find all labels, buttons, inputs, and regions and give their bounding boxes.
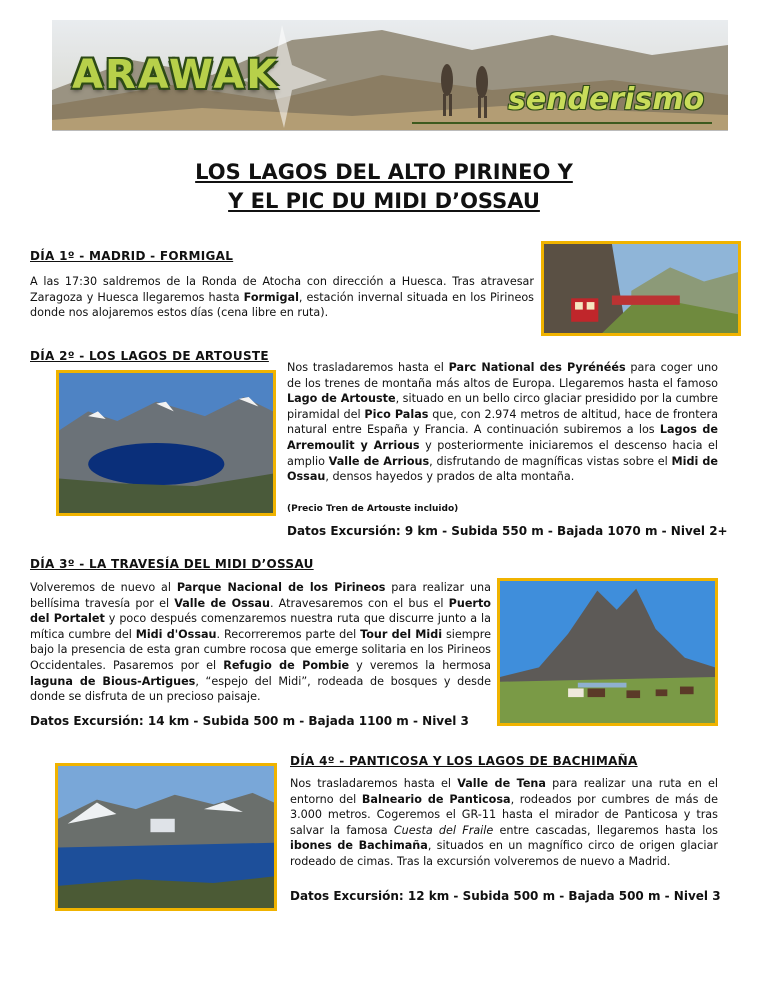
- bold-term: ibones de Bachimaña: [290, 839, 428, 853]
- bold-term: Lagos de Arremoulit y Arrious: [287, 423, 718, 452]
- bold-term: Formigal: [243, 290, 299, 304]
- bold-term: Tour del Midi: [360, 627, 443, 641]
- bold-term: laguna de Bious-Artigues: [30, 674, 196, 688]
- bold-term: Valle de Tena: [457, 777, 546, 790]
- text-run: para realizar una ruta en el entorno del: [290, 777, 718, 806]
- day1-text: [30, 274, 534, 321]
- day2-lake-photo: [56, 370, 276, 516]
- day4-heading: DÍA 4º - PANTICOSA Y LOS LAGOS DE BACHIMAÑA: [290, 754, 638, 768]
- day3-text: [30, 580, 491, 705]
- bold-term: Midi de Ossau: [287, 454, 718, 484]
- text-run: , rodeados por cumbres de más de 3.000 metros. Cogeremos el GR-11 hasta el mirador de Panticosa y tras salvar la famosa: [290, 792, 719, 837]
- text-run: Volveremos de nuevo al: [30, 581, 177, 594]
- brand-logo: ARAWAK: [72, 52, 280, 98]
- text-run: Nos trasladaremos hasta el: [287, 361, 449, 374]
- day3-midi-photo: [497, 578, 718, 726]
- title-line-2: Y EL PIC DU MIDI D’OSSAU: [228, 189, 540, 213]
- day2-text: [287, 360, 718, 485]
- title-line-1: LOS LAGOS DEL ALTO PIRINEO Y: [195, 160, 573, 184]
- text-run: y veremos la hermosa: [349, 658, 491, 672]
- text-run: siempre bajo la presencia de esta gran cumbre rocosa que emerge solitaria en los Pirineos Occidentales. Pasaremos por el: [30, 627, 492, 672]
- day2-note: (Precio Tren de Artouste incluido): [287, 504, 459, 514]
- bold-term: Puerto del Portalet: [30, 596, 491, 626]
- text-run: entre cascadas, llegaremos hasta los: [493, 823, 718, 837]
- bold-term: Parc National des Pyrénéés: [448, 361, 626, 374]
- text-run: , disfrutando de magníficas vistas sobre el: [429, 454, 672, 468]
- text-run: que, con 2.974 metros de altitud, hace de frontera natural entre España y Francia. A continuación subiremos a los: [287, 407, 718, 437]
- text-run: y poco después comenzaremos nuestra ruta que discurre junto a la mítica cumbre del: [30, 612, 491, 641]
- tagline-underline: [412, 122, 712, 124]
- bold-term: Valle de Ossau: [174, 596, 270, 610]
- day2-excursion-data: Datos Excursión: 9 km - Subida 550 m - Bajada 1070 m - Nivel 2+: [287, 524, 728, 538]
- text-run: para coger uno de los trenes de montaña más altos de Europa. Llegaremos hasta el famoso: [287, 361, 718, 390]
- day4-text: [290, 776, 718, 870]
- text-run: A las 17:30 saldremos de la Ronda de Atocha con dirección a Huesca. Tras atravesar Zaragoza y Huesca llegaremos hasta: [30, 275, 534, 304]
- text-run: y posteriormente iniciaremos el descenso hacia el amplio: [287, 438, 718, 468]
- day4-excursion-data: Datos Excursión: 12 km - Subida 500 m - Bajada 500 m - Nivel 3: [290, 889, 721, 903]
- text-run: para realizar una bellísima travesía por el: [30, 581, 491, 610]
- text-run: Nos trasladaremos hasta el: [290, 777, 458, 790]
- header-banner: [52, 20, 728, 131]
- day1-heading: DÍA 1º - MADRID - FORMIGAL: [30, 249, 234, 263]
- day4-lake-photo: [55, 763, 277, 911]
- italic-term: Cuesta del Fraile: [393, 823, 494, 837]
- text-run: , densos hayedos y prados de alta montaña.: [325, 470, 575, 484]
- day2-heading: DÍA 2º - LOS LAGOS DE ARTOUSTE: [30, 349, 269, 363]
- text-run: , situados en un magnífico circo de origen glaciar rodeado de cimas. Tras la excursión volveremos de nuevo a Madrid.: [290, 839, 718, 868]
- day3-heading: DÍA 3º - LA TRAVESÍA DEL MIDI D’OSSAU: [30, 557, 314, 571]
- day1-train-photo: [541, 241, 741, 336]
- text-run: , situado en un bello circo glaciar presidido por la cumbre piramidal del: [287, 392, 719, 421]
- brand-tagline: senderismo: [508, 82, 705, 117]
- bold-term: Midi d'Ossau: [135, 627, 217, 641]
- bold-term: Valle de Arrious: [328, 454, 430, 468]
- bold-term: Refugio de Pombie: [223, 658, 350, 672]
- document-title: [0, 158, 768, 216]
- text-run: . Atravesaremos con el bus el: [269, 596, 449, 610]
- text-run: . Recorreremos parte del: [216, 627, 361, 641]
- bold-term: Parque Nacional de los Pirineos: [176, 581, 386, 594]
- bold-term: Balneario de Panticosa: [361, 792, 511, 806]
- text-run: , estación invernal situada en los Pirineos donde nos alojaremos estos días (cena libre en ruta).: [30, 290, 535, 320]
- bold-term: Pico Palas: [364, 407, 429, 421]
- text-run: , “espejo del Midi”, rodeada de bosques y desde donde se disfruta de un precioso paisaje.: [30, 674, 491, 704]
- day3-excursion-data: Datos Excursión: 14 km - Subida 500 m - Bajada 1100 m - Nivel 3: [30, 714, 469, 728]
- bold-term: Lago de Artouste: [287, 392, 396, 406]
